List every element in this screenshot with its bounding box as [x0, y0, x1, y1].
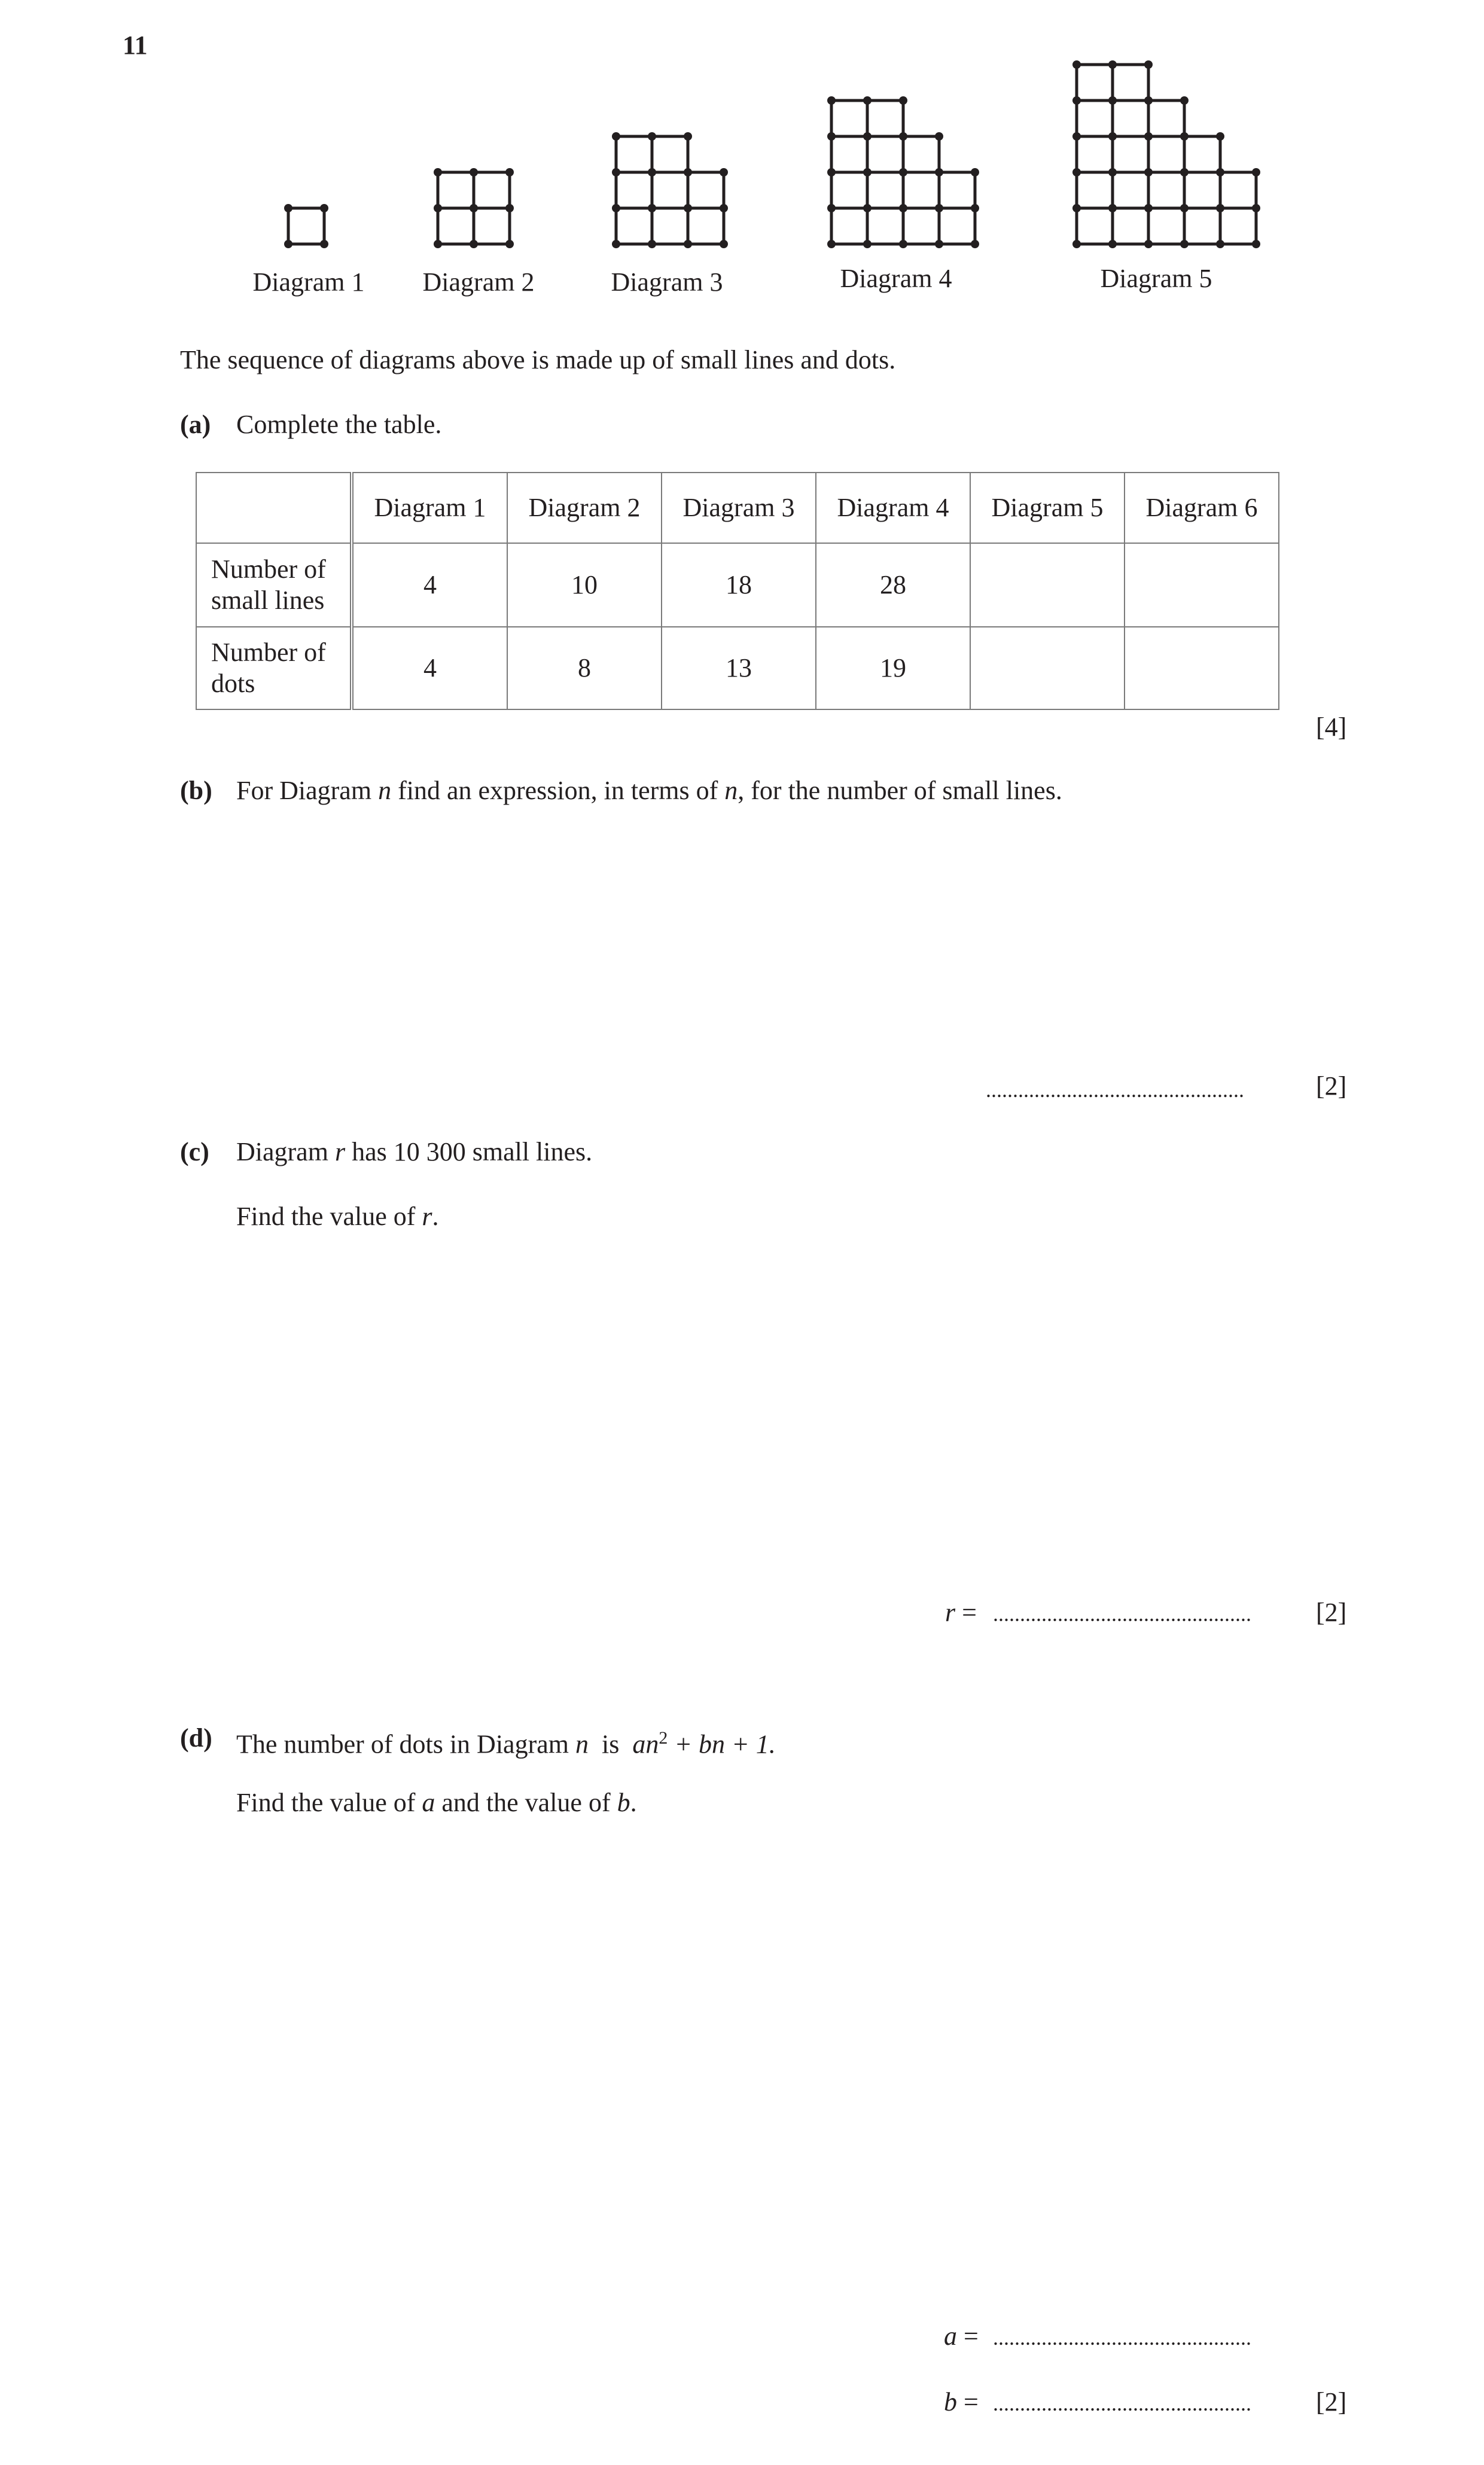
- table-header-cell: Diagram 5: [970, 473, 1125, 543]
- text-span: =: [955, 1598, 977, 1627]
- text-span: Diagram: [236, 1137, 335, 1166]
- dot: [1216, 204, 1224, 212]
- part-b-label: (b): [180, 776, 212, 805]
- text-span: and the value of: [435, 1788, 617, 1817]
- dot: [284, 240, 292, 248]
- table-row-small-lines: [196, 543, 1279, 627]
- text-span: is: [588, 1729, 633, 1759]
- diagram-sequence: [0, 0, 1484, 311]
- part-c-answer-line[interactable]: ................................................: [993, 1602, 1251, 1626]
- dot: [899, 240, 907, 248]
- table-header-cell: Diagram 2: [507, 473, 662, 543]
- dot: [684, 204, 692, 212]
- table-header-row: [196, 473, 1279, 543]
- dot: [505, 240, 514, 248]
- dot: [1072, 240, 1081, 248]
- dot: [1216, 240, 1224, 248]
- dot: [827, 204, 836, 212]
- part-c-text: [236, 1136, 592, 1168]
- row-label-line: small lines: [211, 586, 325, 615]
- text-span: has 10 300 small lines.: [345, 1137, 593, 1166]
- dot: [971, 204, 979, 212]
- dot: [827, 240, 836, 248]
- dot: [1252, 168, 1260, 176]
- dot: [1180, 240, 1189, 248]
- table-row-dots: [196, 627, 1279, 709]
- dot: [1108, 204, 1117, 212]
- table-header-cell: Diagram 6: [1125, 473, 1279, 543]
- text-span: find an expression, in terms of: [391, 776, 725, 805]
- table-cell: 10: [507, 543, 662, 627]
- diagram-2-label: Diagram 2: [422, 267, 535, 297]
- dot: [899, 132, 907, 141]
- dot: [1108, 168, 1117, 176]
- diagram-5-label: Diagram 5: [1100, 264, 1212, 293]
- var-r: r: [334, 1137, 346, 1166]
- table-cell: 19: [816, 627, 970, 709]
- expr-rest: + bn + 1.: [668, 1729, 776, 1759]
- dot: [1072, 60, 1081, 69]
- text-span: For Diagram: [236, 776, 379, 805]
- dot: [1252, 240, 1260, 248]
- dot: [899, 96, 907, 105]
- dot: [1180, 132, 1189, 141]
- dot: [935, 204, 943, 212]
- dot: [1144, 96, 1153, 105]
- dot: [863, 168, 871, 176]
- diagram-5-figure: [1072, 60, 1260, 248]
- question-number: 11: [123, 31, 148, 60]
- dot: [470, 204, 478, 212]
- var-a: a: [422, 1788, 435, 1817]
- answer-cell[interactable]: [1125, 627, 1279, 709]
- dot: [935, 132, 943, 141]
- answer-cell[interactable]: [970, 543, 1125, 627]
- diagram-1-label: Diagram 1: [252, 267, 365, 297]
- dot: [863, 240, 871, 248]
- table-cell: 18: [662, 543, 816, 627]
- dot: [684, 240, 692, 248]
- var-b: b: [944, 2387, 957, 2417]
- part-d-label: (d): [180, 1723, 212, 1753]
- dot: [1072, 204, 1081, 212]
- var-n: n: [378, 776, 392, 805]
- table-header-cell: Diagram 3: [662, 473, 816, 543]
- dot: [648, 240, 656, 248]
- dot: [1144, 60, 1153, 69]
- dot: [720, 168, 728, 176]
- text-span: =: [957, 2387, 979, 2417]
- dot: [684, 132, 692, 141]
- dot: [827, 132, 836, 141]
- dot: [1144, 204, 1153, 212]
- part-d-answer-b-prefix: [944, 2387, 979, 2418]
- part-d-answer-a-line[interactable]: ................................................: [993, 2326, 1251, 2350]
- expr-an: an: [632, 1729, 659, 1759]
- answer-cell[interactable]: [970, 627, 1125, 709]
- dot: [470, 168, 478, 176]
- dot: [1108, 96, 1117, 105]
- table-header-cell: Diagram 1: [352, 473, 507, 543]
- answer-cell[interactable]: [1125, 543, 1279, 627]
- dot: [1144, 132, 1153, 141]
- text-span: The number of dots in Diagram: [236, 1729, 575, 1759]
- row-label-line: Number of: [211, 638, 326, 667]
- dot: [863, 96, 871, 105]
- table-row-label: [196, 627, 352, 709]
- part-d-answer-a-prefix: [944, 2321, 979, 2352]
- dot: [1144, 168, 1153, 176]
- table-cell: 28: [816, 543, 970, 627]
- dot: [827, 96, 836, 105]
- dot: [648, 132, 656, 141]
- row-label-line: Number of: [211, 554, 326, 584]
- dot: [612, 240, 620, 248]
- dot: [971, 240, 979, 248]
- part-c-answer-prefix: [945, 1597, 977, 1628]
- dot: [320, 240, 328, 248]
- text-span: Find the value of: [236, 1202, 422, 1231]
- part-b-text: [236, 775, 1062, 806]
- text-span: Find the value of: [236, 1788, 422, 1817]
- dot: [1252, 204, 1260, 212]
- diagram-1-figure: [284, 204, 328, 248]
- dot: [434, 204, 442, 212]
- dot: [320, 204, 328, 212]
- expr-sup: 2: [659, 1728, 668, 1748]
- text-span: =: [957, 2321, 979, 2351]
- dot: [284, 204, 292, 212]
- part-d-marks: [2]: [1316, 2387, 1347, 2417]
- dot: [612, 132, 620, 141]
- dot: [1072, 168, 1081, 176]
- diagram-4-figure: [827, 96, 979, 248]
- dot: [1108, 60, 1117, 69]
- diagram-3-figure: [612, 132, 728, 248]
- dot: [899, 204, 907, 212]
- dot: [720, 240, 728, 248]
- dot: [1072, 96, 1081, 105]
- text-span: .: [630, 1788, 637, 1817]
- diagram-2-figure: [434, 168, 514, 248]
- dot: [1180, 96, 1189, 105]
- var-r: r: [945, 1598, 956, 1627]
- intro-text: The sequence of diagrams above is made up of small lines and dots.: [180, 345, 896, 374]
- var-a: a: [944, 2321, 957, 2351]
- text-span: .: [432, 1202, 439, 1231]
- dot: [1072, 132, 1081, 141]
- dot: [863, 132, 871, 141]
- part-a-label: (a): [180, 410, 211, 439]
- table-cell: 13: [662, 627, 816, 709]
- table-cell: 4: [352, 543, 507, 627]
- dot: [684, 168, 692, 176]
- dot: [1180, 168, 1189, 176]
- dot: [863, 204, 871, 212]
- var-b: b: [617, 1788, 630, 1817]
- row-label-line: dots: [211, 669, 255, 698]
- dot: [720, 204, 728, 212]
- part-b-marks: [2]: [1316, 1071, 1347, 1101]
- part-d-subtext: [236, 1787, 637, 1818]
- table-cell: 4: [352, 627, 507, 709]
- dot: [1144, 240, 1153, 248]
- dot: [935, 168, 943, 176]
- table-row-label: [196, 543, 352, 627]
- part-a-text: Complete the table.: [236, 410, 442, 439]
- dot: [434, 168, 442, 176]
- dot: [827, 168, 836, 176]
- var-r: r: [422, 1202, 432, 1231]
- text-span: , for the number of small lines.: [738, 776, 1062, 805]
- dot: [505, 168, 514, 176]
- dot: [470, 240, 478, 248]
- table-corner-cell: [196, 473, 352, 543]
- dot: [899, 168, 907, 176]
- dot: [1216, 132, 1224, 141]
- dot: [1216, 168, 1224, 176]
- dot: [1180, 204, 1189, 212]
- dot: [648, 204, 656, 212]
- var-n: n: [724, 776, 738, 805]
- var-n: n: [575, 1729, 589, 1759]
- dot: [1108, 240, 1117, 248]
- diagram-3-label: Diagram 3: [611, 267, 723, 297]
- dot: [434, 240, 442, 248]
- part-a-marks: [4]: [1316, 712, 1347, 742]
- table-cell: 8: [507, 627, 662, 709]
- dot: [971, 168, 979, 176]
- part-c-marks: [2]: [1316, 1598, 1347, 1627]
- dot: [935, 240, 943, 248]
- part-d-answer-b-line[interactable]: ................................................: [993, 2391, 1251, 2415]
- dot: [612, 204, 620, 212]
- dot: [612, 168, 620, 176]
- part-b-answer-line[interactable]: ................................................: [986, 1078, 1244, 1102]
- part-c-label: (c): [180, 1137, 209, 1166]
- dot: [648, 168, 656, 176]
- dot: [505, 204, 514, 212]
- part-d-text: [236, 1723, 776, 1760]
- dot: [1108, 132, 1117, 141]
- sequence-table: [196, 472, 1279, 710]
- part-c-subtext: [236, 1201, 439, 1232]
- table-header-cell: Diagram 4: [816, 473, 970, 543]
- diagram-4-label: Diagram 4: [840, 264, 952, 293]
